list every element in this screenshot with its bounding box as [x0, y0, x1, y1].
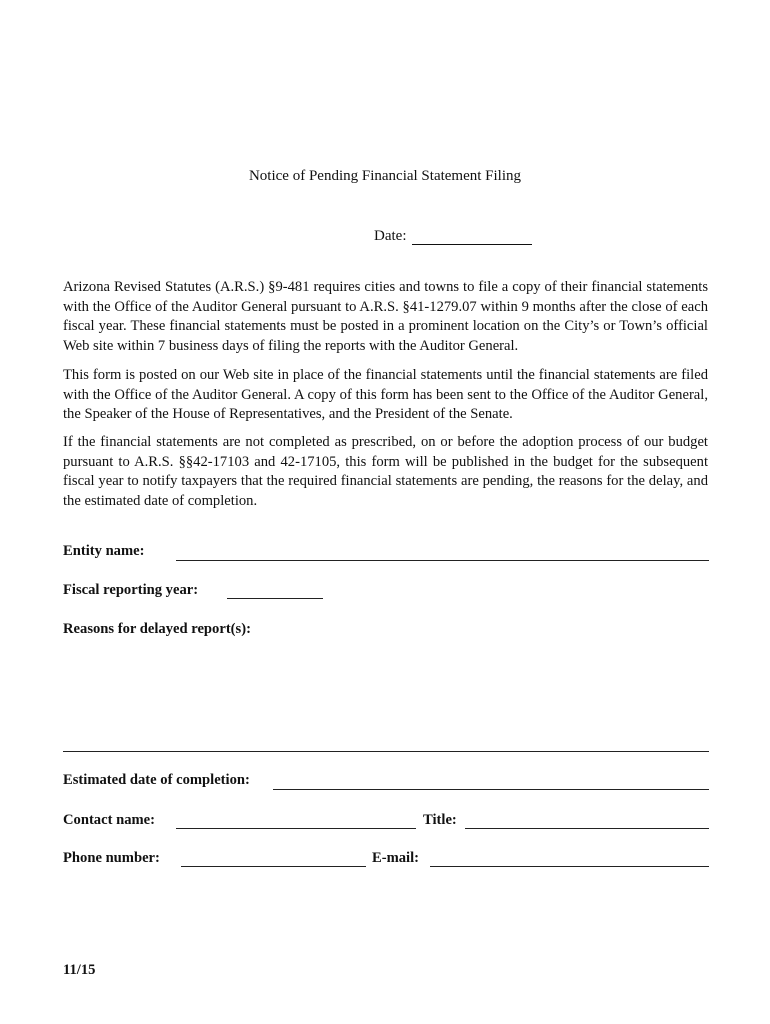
- contact-name-label: Contact name:: [63, 812, 156, 828]
- estimated-date-label: Estimated date of completion:: [63, 772, 250, 788]
- date-label: Date:: [374, 228, 407, 244]
- estimated-date-field[interactable]: [273, 789, 709, 790]
- phone-number-field[interactable]: [181, 866, 366, 867]
- email-field[interactable]: [430, 866, 709, 867]
- fiscal-year-label: Fiscal reporting year:: [63, 582, 199, 598]
- reasons-label: Reasons for delayed report(s):: [63, 621, 251, 637]
- phone-number-label: Phone number:: [63, 850, 160, 866]
- date-row: [374, 228, 532, 245]
- entity-name-field[interactable]: [176, 560, 709, 561]
- paragraph-budget: If the financial statements are not completed as prescribed, on or before the adoption process of our budget pursuant to A.R.S. §§42-17103 and 42-17105, this form will be published in the budget for the subsequent fiscal year to notify taxpayers that the required financial statements are pending, the reasons for the delay, and the estimated date of completion.: [63, 434, 708, 509]
- document-title: Notice of Pending Financial Statement Filing: [248, 168, 522, 184]
- entity-name-label: Entity name:: [63, 543, 145, 559]
- date-field[interactable]: [412, 230, 532, 245]
- form-revision-code: 11/15: [63, 962, 96, 978]
- title-field[interactable]: [465, 828, 709, 829]
- email-label: E-mail:: [372, 850, 420, 866]
- fiscal-year-field[interactable]: [227, 598, 323, 599]
- reasons-field[interactable]: [63, 751, 709, 752]
- paragraph-posting: This form is posted on our Web site in place of the financial statements until the financial statements are filed with the Office of the Auditor General. A copy of this form has been sent to the Office of the Auditor General, the Speaker of the House of Representatives, and the President of the Senate.: [63, 367, 708, 422]
- paragraph-statute: Arizona Revised Statutes (A.R.S.) §9-481 requires cities and towns to file a copy of their financial statements with the Office of the Auditor General pursuant to A.R.S. §41-1279.07 within 9 months after the close of each fiscal year. These financial statements must be posted in a prominent location on the City’s or Town’s official Web site within 7 business days of filing the reports with the Auditor General.: [63, 279, 708, 354]
- title-label: Title:: [423, 812, 457, 828]
- contact-name-field[interactable]: [176, 828, 416, 829]
